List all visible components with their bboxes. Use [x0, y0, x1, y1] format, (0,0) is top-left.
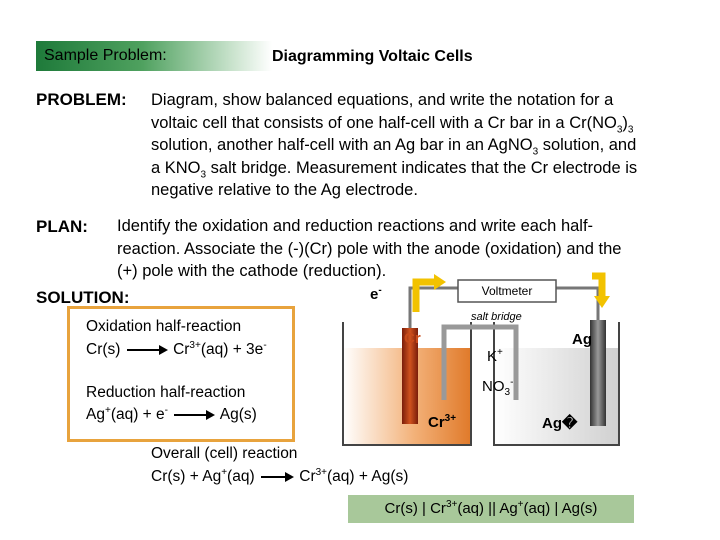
arrowhead-icon [594, 296, 610, 308]
voltmeter-label: Voltmeter [481, 284, 533, 298]
salt-bridge-label: salt bridge [471, 311, 522, 323]
plan-line-3: (+) pole with the cathode (reduction). [117, 262, 387, 280]
reaction-arrow-icon [172, 409, 216, 421]
reaction-arrow-icon [125, 344, 169, 356]
cell-notation: Cr(s) | $Cr^{3+}(aq)$ || Ag+(aq) | Ag(s) [348, 495, 634, 523]
cr-ion-label: $Cr^{3+}$ [428, 413, 457, 431]
cathode-wire [556, 288, 598, 320]
plan-line-2: reaction. Associate the (-)(Cr) pole with the anode (oxidation) and the [117, 239, 622, 258]
plan-label: PLAN: [36, 217, 88, 236]
page-title: Diagramming Voltaic Cells [272, 48, 473, 65]
ag-ion-label: Ag� [542, 415, 578, 432]
problem-line-2: voltaic cell that consists of one half-cell with a Cr bar in a $Cr(NO_3)_3$ [151, 113, 634, 135]
overall-title: Overall (cell) reaction [151, 445, 298, 462]
no3-ion-label: $NO_3^-$ [482, 377, 514, 398]
problem-line-4: a $KNO_3$ salt bridge. Measurement indicates that the Cr electrode is [151, 158, 638, 180]
problem-line-1: Diagram, show balanced equations, and write the notation for a [151, 91, 614, 109]
anode-label: Cr [404, 330, 421, 347]
plan-line-1: Identify the oxidation and reduction reactions and write each half- [117, 217, 594, 235]
problem-label: PROBLEM: [36, 90, 127, 109]
oxidation-equation: Cr(s) $Cr^{3+}(aq) + 3e^-$ [86, 339, 267, 358]
cathode-label: Ag [572, 331, 592, 348]
ag-electrode [590, 320, 606, 426]
solution-label: SOLUTION: [36, 288, 130, 307]
electron-label: e- [370, 285, 382, 303]
problem-text [151, 89, 711, 202]
reduction-equation: Ag+(aq) + e- Ag(s) [86, 404, 257, 423]
reduction-title: Reduction half-reaction [86, 384, 246, 401]
oxidation-title: Oxidation half-reaction [86, 318, 242, 335]
reaction-arrow-icon [259, 471, 295, 483]
overall-equation: Cr(s) + Ag+(aq) $Cr^{3+}(aq) + Ag(s)$ [151, 466, 409, 485]
problem-line-3: solution, another half-cell with an Ag bar in an AgNO$_3$ solution, and [151, 136, 637, 158]
sample-problem-label: Sample Problem: [44, 47, 167, 64]
k-ion-label: K+ [487, 347, 503, 365]
problem-line-5: negative relative to the Ag electrode. [151, 181, 418, 199]
